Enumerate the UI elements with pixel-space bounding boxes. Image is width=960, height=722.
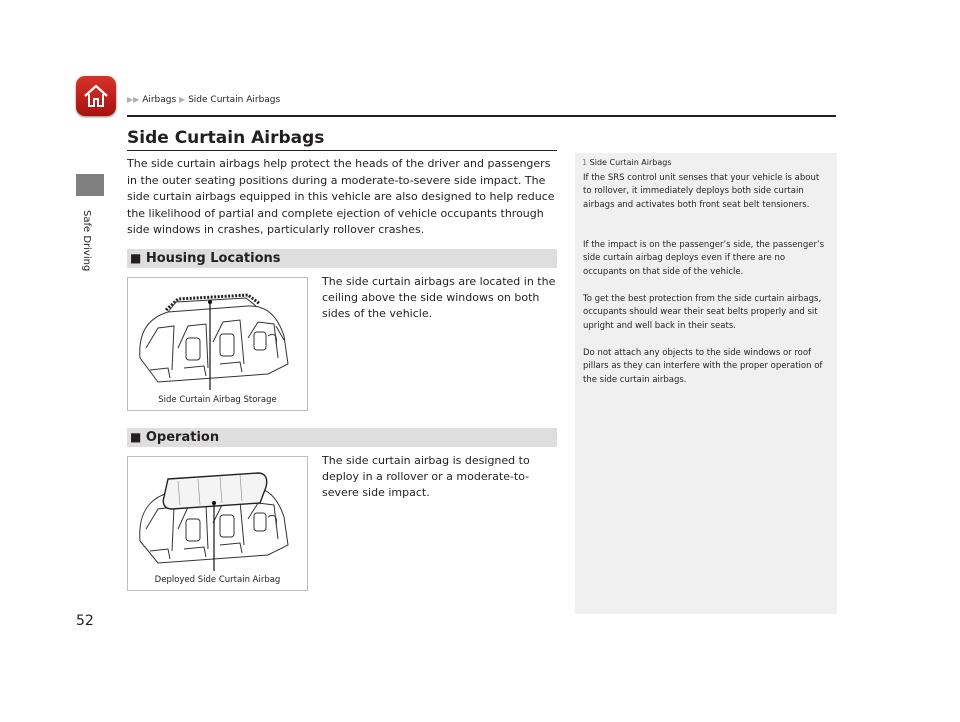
side-tab-label: Safe Driving bbox=[81, 210, 92, 272]
intro-paragraph: The side curtain airbags help protect the heads of the driver and passengers in the outer seating positions during a moderate-to-severe side impact. The side curtain airbags equipped in this vehicle are also designed to help reduce the likelihood of partial and complete ejection of vehicle occupants through side windows in crashes, particularly rollover crashes. bbox=[127, 157, 555, 236]
figure-airbag-storage bbox=[127, 277, 308, 411]
car-interior-deployed-illustration bbox=[128, 457, 307, 571]
page-title: Side Curtain Airbags bbox=[127, 128, 325, 148]
figure-caption: Deployed Side Curtain Airbag bbox=[154, 575, 281, 585]
triangle-right-icon: ▶ bbox=[179, 95, 186, 104]
page-number: 52 bbox=[76, 613, 94, 629]
note-paragraph: If the SRS control unit senses that your vehicle is about to rollover, it immediately deploys both side curtain airbags and activates both front seat belt tensioners. bbox=[583, 173, 820, 210]
note-paragraph: To get the best protection from the side curtain airbags, occupants should wear their seat belts properly and sit upright and well back in their seats. bbox=[583, 294, 822, 331]
car-interior-illustration bbox=[128, 278, 307, 390]
side-tab-marker[interactable] bbox=[76, 174, 104, 196]
square-bullet-icon: ■ bbox=[130, 251, 142, 265]
note-paragraph: If the impact is on the passenger’s side, the passenger’s side curtain airbag deploys even if there are no occupants on that side of the vehicle. bbox=[583, 240, 825, 277]
note-title bbox=[582, 158, 672, 167]
section-heading: Housing Locations bbox=[145, 251, 281, 266]
section-header-housing-locations bbox=[127, 249, 557, 268]
breadcrumb-item-current: Side Curtain Airbags bbox=[188, 95, 281, 105]
section-text-operation: The side curtain airbag is designed to deploy in a rollover or a moderate-to-severe side impact. bbox=[322, 454, 530, 499]
note-title-text: Side Curtain Airbags bbox=[589, 158, 672, 167]
breadcrumb bbox=[127, 95, 280, 105]
note-paragraph: Do not attach any objects to the side windows or roof pillars as they can interfere with the proper operation of the side curtain airbags. bbox=[583, 348, 823, 385]
triangle-right-icon: ▶▶ bbox=[127, 95, 140, 104]
section-text-housing-locations: The side curtain airbags are located in the ceiling above the side windows on both sides of the vehicle. bbox=[322, 275, 556, 320]
home-button[interactable] bbox=[76, 76, 116, 116]
figure-caption: Side Curtain Airbag Storage bbox=[158, 395, 277, 405]
figure-deployed-airbag bbox=[127, 456, 308, 591]
section-header-operation bbox=[127, 428, 557, 447]
home-icon bbox=[82, 82, 110, 110]
title-rule bbox=[127, 150, 557, 151]
header-rule bbox=[127, 115, 836, 117]
breadcrumb-item-airbags[interactable]: Airbags bbox=[142, 95, 177, 105]
section-heading: Operation bbox=[145, 430, 220, 445]
note-icon: 1 bbox=[582, 158, 588, 167]
square-bullet-icon: ■ bbox=[130, 430, 142, 444]
